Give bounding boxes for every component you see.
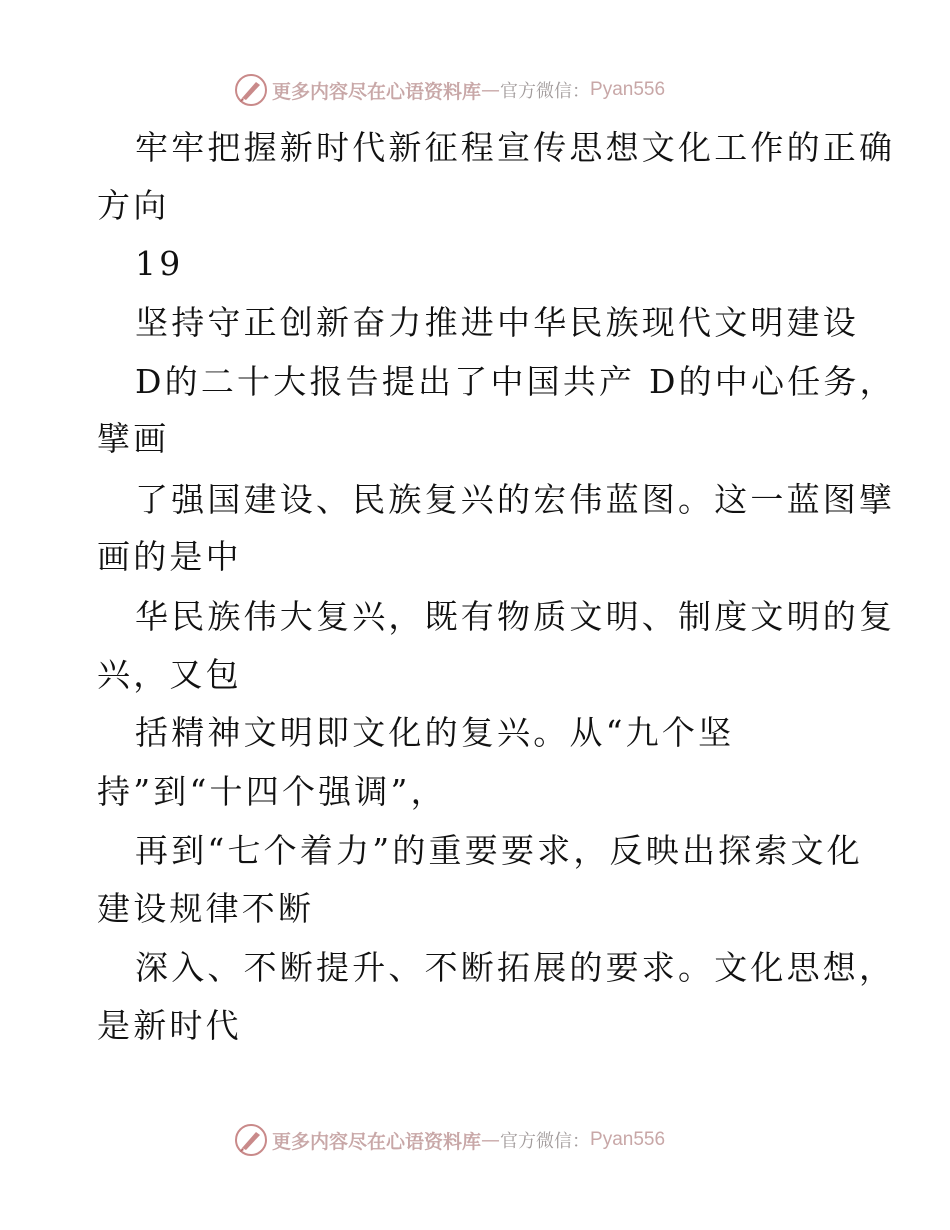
body-line: 擘画 [97,419,170,458]
body-line: 牢牢把握新时代新征程宣传思想文化工作的正确 [135,128,896,167]
watermark-main-text: 更多内容尽在心语资料库 [272,80,482,103]
body-line: 方向 [97,186,170,225]
body-line: 画的是中 [97,537,242,576]
body-line: 了强国建设、民族复兴的宏伟蓝图。这一蓝图擘 [135,480,896,519]
header-watermark [234,72,665,108]
pen-logo-icon [234,1123,268,1157]
body-line: 再到“七个着力”的重要要求，反映出探索文化 [135,831,863,870]
body-line: 兴，又包 [97,655,242,694]
body-line: 建设规律不断 [97,889,315,928]
watermark-id: Pyan556 [590,79,666,100]
watermark-dash: — [481,1129,501,1151]
body-line: 深入、不断提升、不断拓展的要求。文化思想， [135,948,896,987]
body-line: D的二十大报告提出了中国共产 D的中心任务， [135,362,896,401]
watermark-side-text: 官方微信： [500,1131,591,1152]
body-line: 持”到“十四个强调”， [97,772,447,811]
body-line: 是新时代 [97,1006,242,1045]
body-line: 括精神文明即文化的复兴。从“九个坚 [135,713,735,752]
watermark-id: Pyan556 [590,1129,666,1150]
pen-logo-icon [234,73,268,107]
watermark-side-text: 官方微信： [500,81,591,102]
footer-watermark [234,1122,665,1158]
body-line: 华民族伟大复兴，既有物质文明、制度文明的复 [135,597,896,636]
watermark-main-text: 更多内容尽在心语资料库 [272,1130,482,1153]
body-line: 坚持守正创新奋力推进中华民族现代文明建设 [135,303,859,342]
body-line: 19 [135,244,184,283]
watermark-dash: — [481,79,501,101]
